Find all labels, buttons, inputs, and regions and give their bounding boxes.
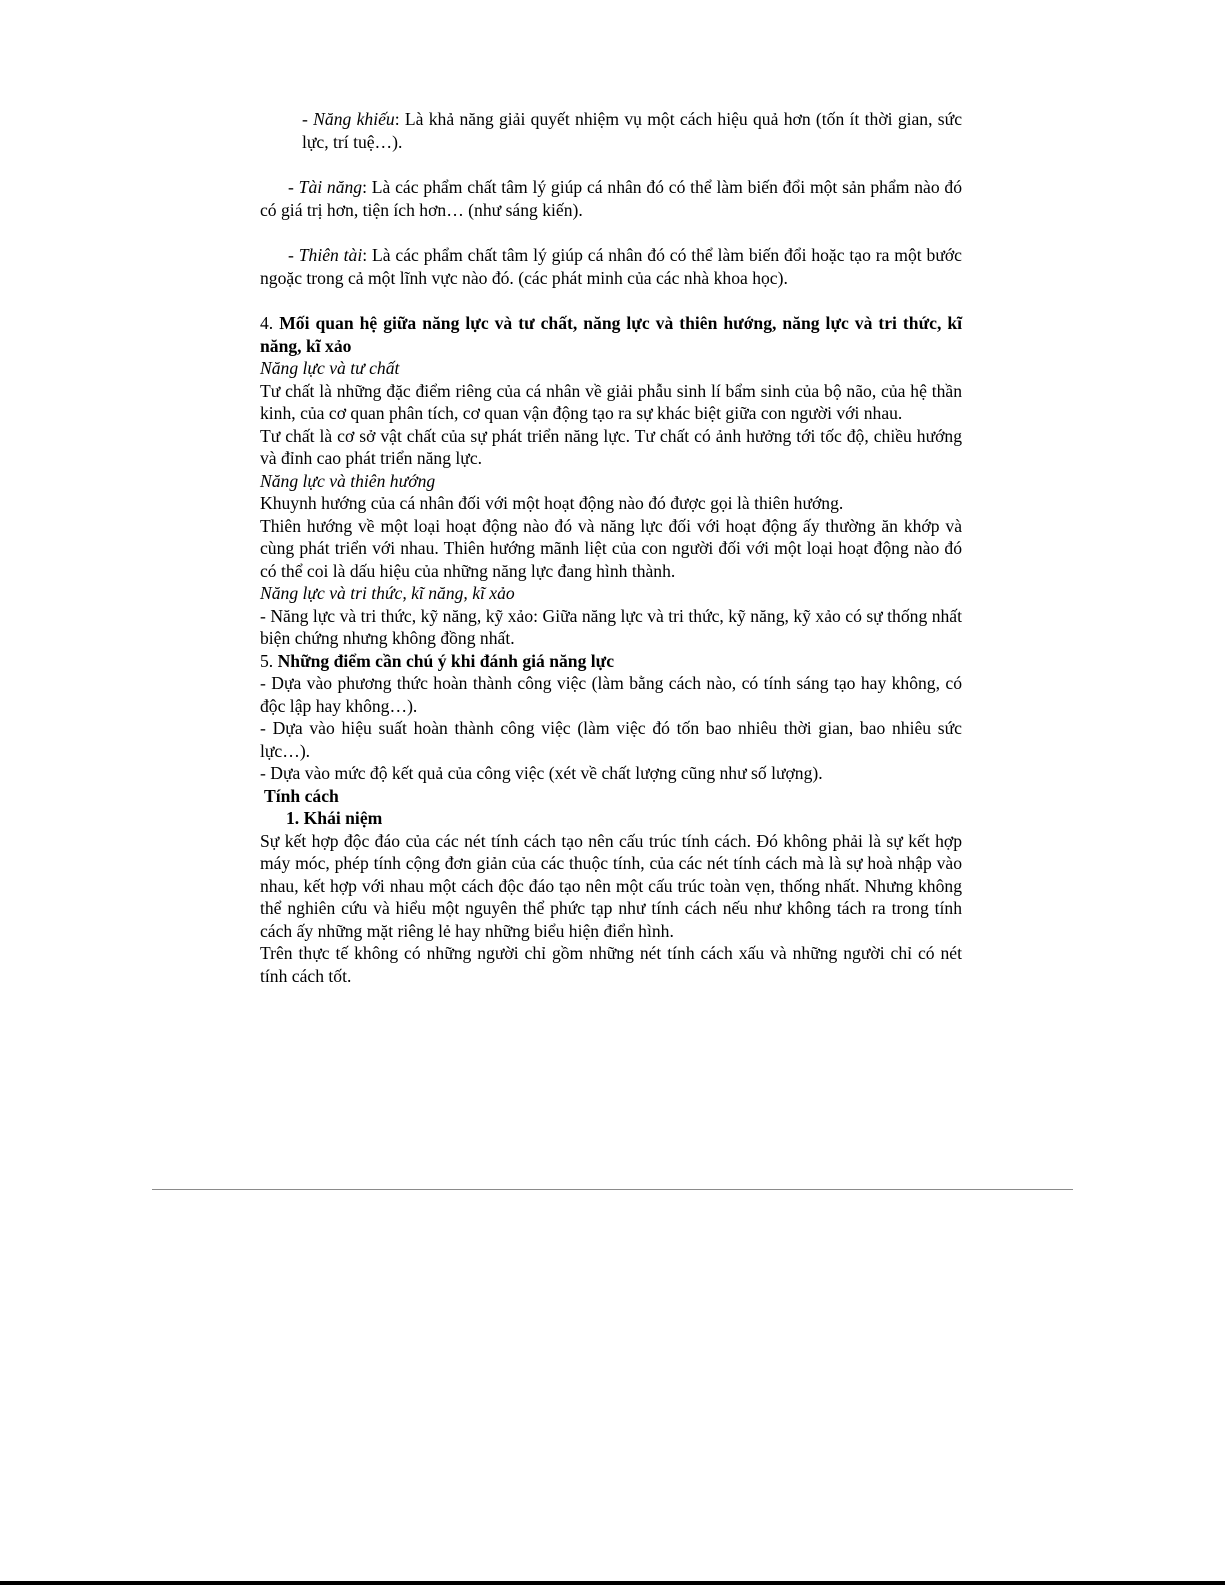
term-tai-nang: Tài năng — [298, 177, 363, 197]
paragraph-thien-huong-1: Khuynh hướng của cá nhân đối với một hoạt động nào đó được gọi là thiên hướng. — [260, 493, 844, 513]
bullet-dash: - — [288, 177, 299, 197]
heading-number: 4. — [260, 313, 280, 333]
paragraph-danh-gia-2: - Dựa vào hiệu suất hoàn thành công việc (làm việc đó tốn bao nhiêu thời gian, bao nhiêu sức lực…). — [260, 718, 962, 761]
paragraph-khai-niem-2: Trên thực tế không có những người chỉ gồm những nét tính cách xấu và những người chỉ có nét tính cách tốt. — [260, 943, 962, 986]
definition-nang-khieu: : Là khả năng giải quyết nhiệm vụ một cách hiệu quả hơn (tốn ít thời gian, sức lực, trí tuệ…). — [302, 109, 962, 152]
bottom-edge-bar — [0, 1581, 1225, 1585]
paragraph-khai-niem-1: Sự kết hợp độc đáo của các nét tính cách tạo nên cấu trúc tính cách. Đó không phải là sự kết hợp máy móc, phép tính cộng đơn giản của các thuộc tính, của các nét tính cách mà là sự hoà nhập vào nhau, kết hợp với nhau một cách độc đáo tạo nên một cấu trúc toàn vẹn, thống nhất. Nhưng không thể nghiên cứu và hiểu một nguyên thể phức tạp như tính cách nếu như không tách ra trong tính cách ấy những mặt riêng lẻ hay những biểu hiện điển hình. — [260, 830, 962, 941]
heading-khai-niem: 1. Khái niệm — [286, 808, 383, 828]
paragraph-danh-gia-3: - Dựa vào mức độ kết quả của công việc (xét về chất lượng cũng như số lượng). — [260, 763, 823, 783]
term-thien-tai: Thiên tài — [298, 245, 363, 265]
bullet-dash: - — [288, 245, 299, 265]
paragraph-thien-huong-2: Thiên hướng về một loại hoạt động nào đó và năng lực đối với hoạt động ấy thường ăn khớp và cùng phát triển với nhau. Thiên hướng mãnh liệt của con người đối với một loại hoạt động nào đó có thể coi là dấu hiệu của những năng lực đang hình thành. — [260, 515, 962, 581]
definition-thien-tai: : Là các phẩm chất tâm lý giúp cá nhân đó có thể làm biến đổi hoặc tạo ra một bước ngoặc trong cả một lĩnh vực nào đó. (các phát minh của các nhà khoa học). — [260, 245, 962, 288]
document-body — [260, 108, 962, 987]
paragraph-nang-khieu — [302, 108, 962, 153]
subheading-tri-thuc: Năng lực và tri thức, kĩ năng, kĩ xảo — [260, 583, 515, 603]
page-divider — [152, 1189, 1073, 1190]
heading-number: 5. — [260, 650, 278, 671]
paragraph-tri-thuc-1: - Năng lực và tri thức, kỹ năng, kỹ xảo: Giữa năng lực và tri thức, kỹ năng, kỹ xảo có sự thống nhất biện chứng nhưng không đồng nhất. — [260, 605, 962, 648]
definition-tai-nang: : Là các phẩm chất tâm lý giúp cá nhân đó có thể làm biến đổi một sản phẩm nào đó có giá trị hơn, tiện ích hơn… (như sáng kiến). — [260, 177, 962, 220]
bullet-dash: - — [302, 109, 314, 129]
heading-section-5 — [260, 650, 962, 673]
heading-title: Những điểm cần chú ý khi đánh giá năng lực — [277, 650, 615, 671]
paragraph-tai-nang — [260, 176, 962, 221]
subheading-thien-huong: Năng lực và thiên hướng — [260, 470, 436, 491]
heading-title: Mối quan hệ giữa năng lực và tư chất, năng lực và thiên hướng, năng lực và tri thức, kĩ năng, kĩ xảo — [260, 313, 962, 356]
paragraph-tu-chat-2: Tư chất là cơ sở vật chất của sự phát triển năng lực. Tư chất có ảnh hưởng tới tốc độ, chiều hướng và đỉnh cao phát triển năng lực. — [260, 425, 962, 468]
term-nang-khieu: Năng khiếu — [313, 109, 395, 129]
paragraph-danh-gia-1: - Dựa vào phương thức hoàn thành công việc (làm bằng cách nào, có tính sáng tạo hay không, có độc lập hay không…). — [260, 673, 962, 716]
paragraph-tu-chat-1: Tư chất là những đặc điểm riêng của cá nhân về giải phẫu sinh lí bẩm sinh của bộ não, của hệ thần kinh, của cơ quan phân tích, cơ quan vận động tạo ra sự khác biệt giữa con người với nhau. — [260, 380, 962, 423]
subheading-tu-chat: Năng lực và tư chất — [260, 358, 400, 378]
heading-section-4 — [260, 312, 962, 357]
heading-tinh-cach: Tính cách — [264, 785, 339, 806]
paragraph-thien-tai — [260, 244, 962, 289]
